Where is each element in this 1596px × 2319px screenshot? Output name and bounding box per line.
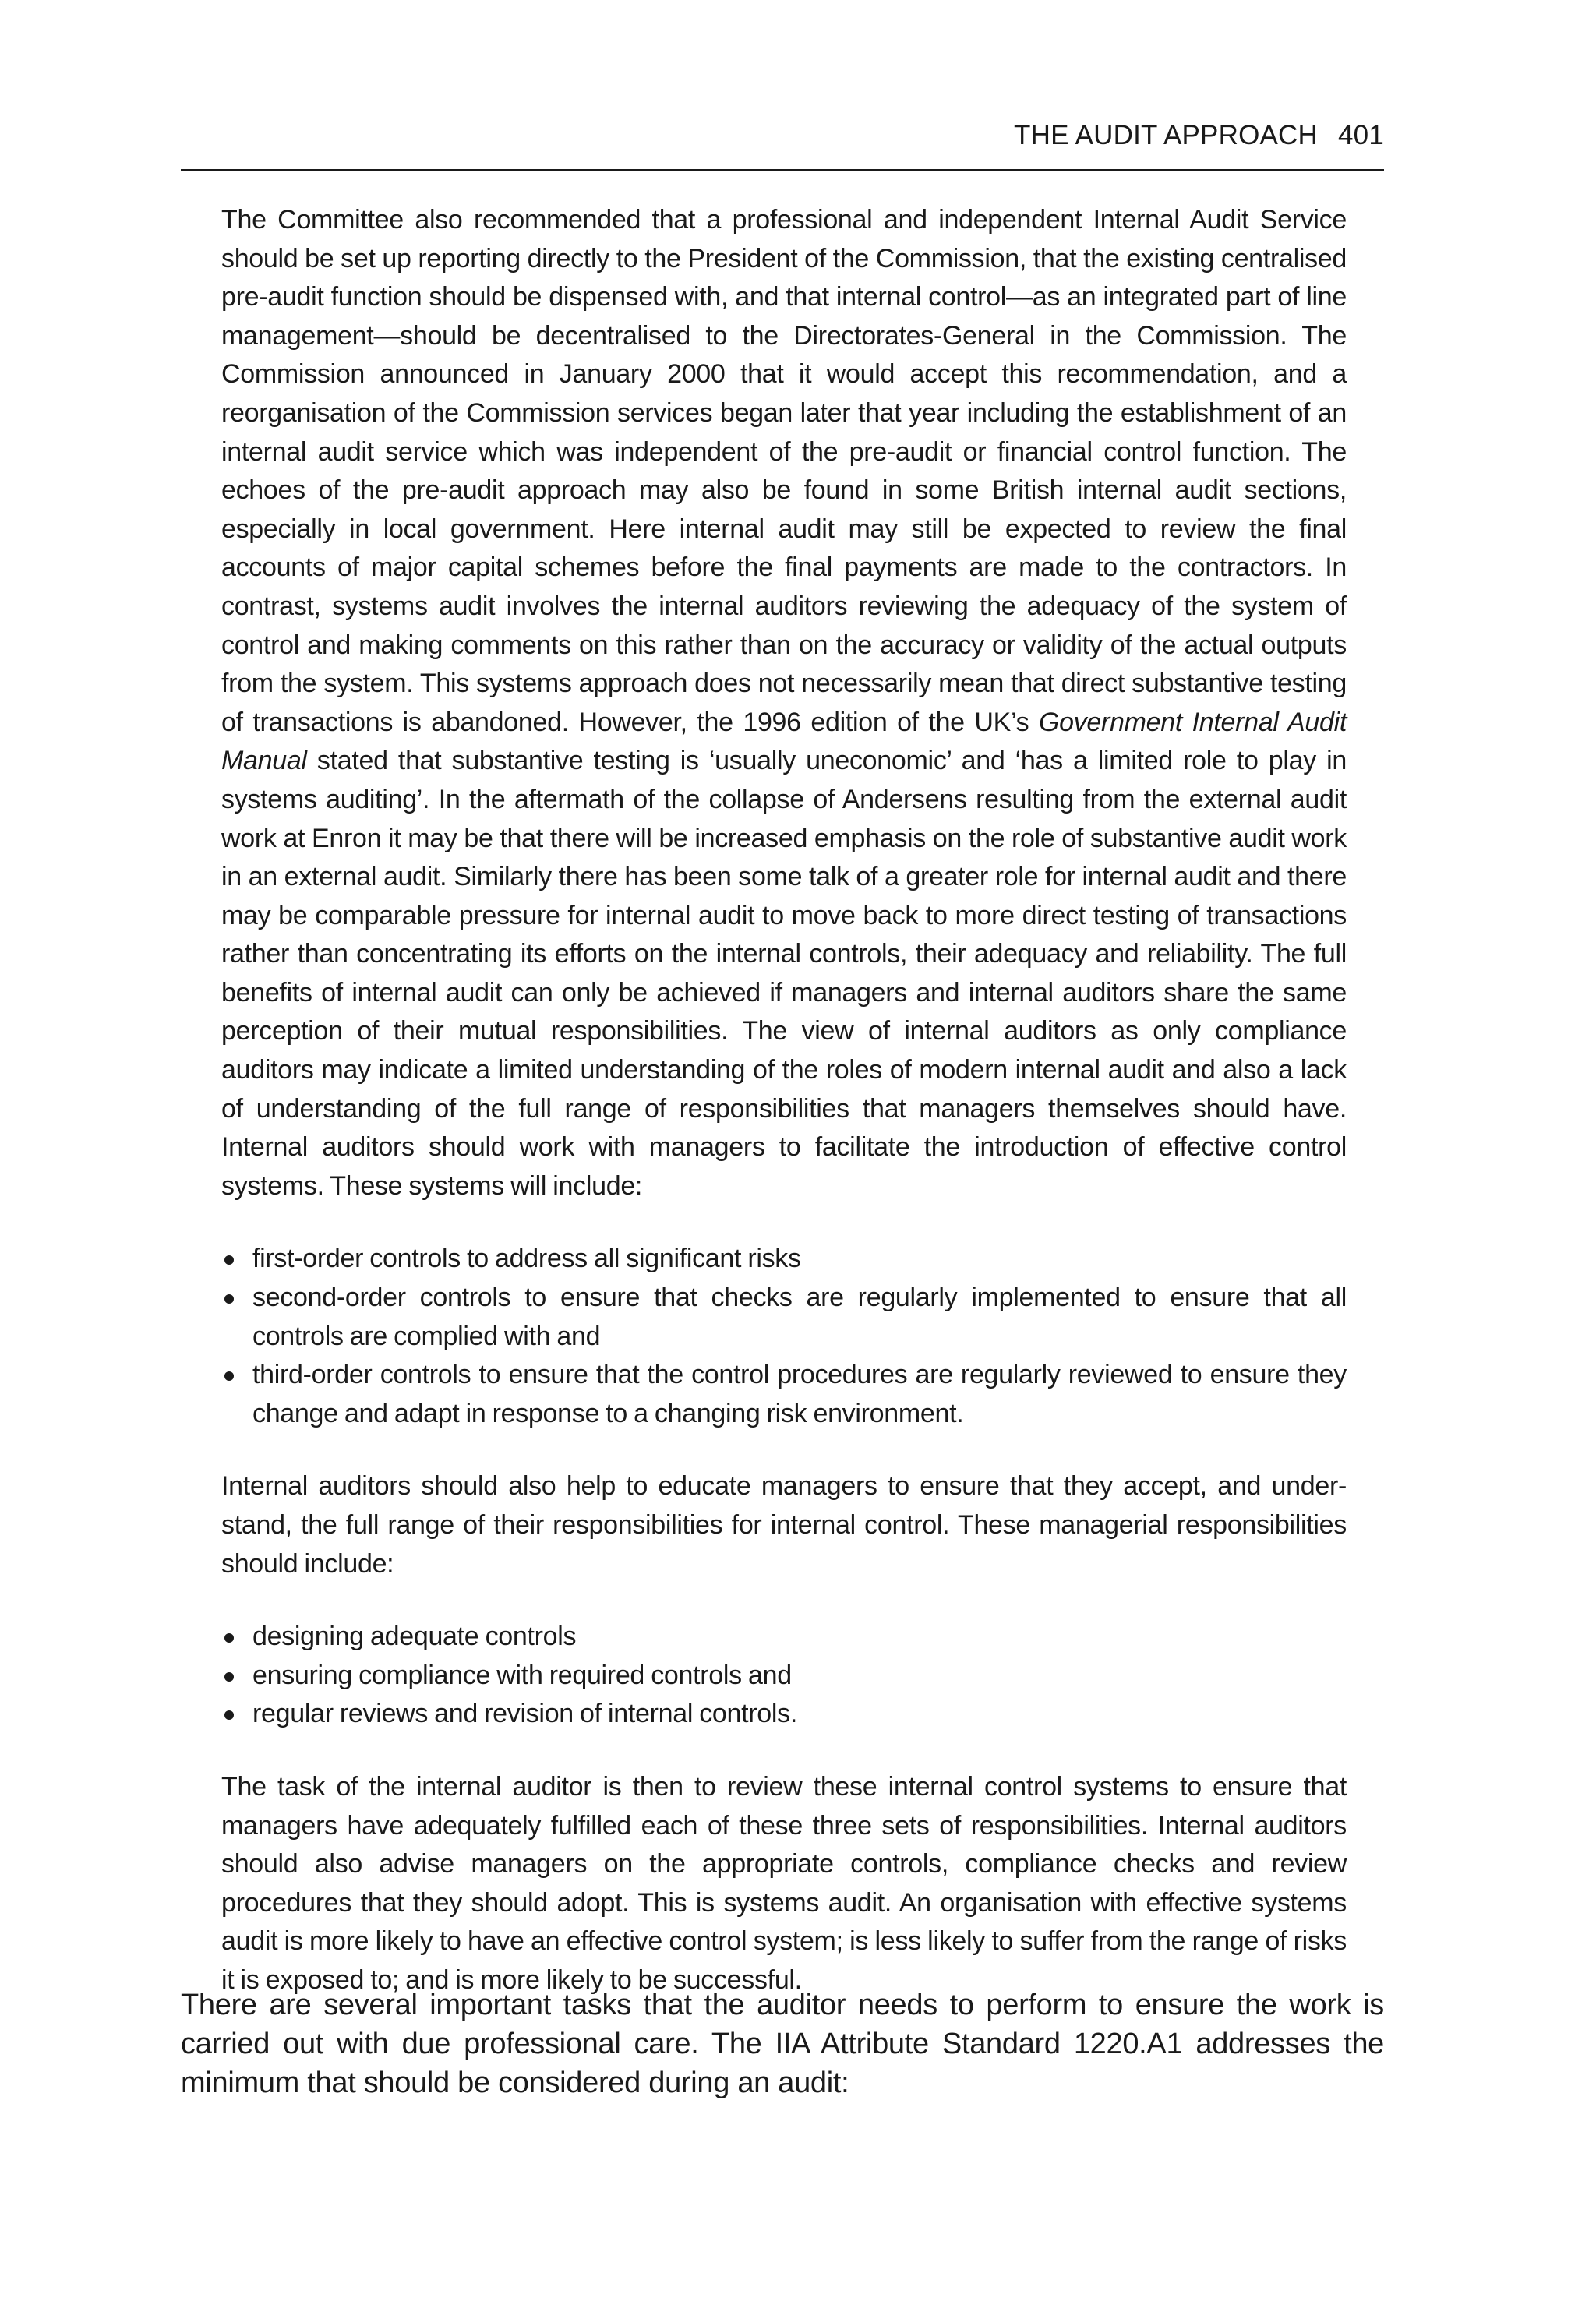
quote-paragraph-3: The task of the internal auditor is then to review these internal control systems to ensure that managers have adequately fulfilled each of these three sets of responsibilities. Internal auditors should also advise managers on the appropriate controls, compliance checks and review procedures that they should adopt. This is systems audit. An organisation with effective systems audit is more likely to have an effective control system; is less likely to suffer from the range of risks it is exposed to; and is more likely to be successful. (221, 1771, 1347, 1995)
list-item: regular reviews and revision of internal controls. (221, 1695, 1347, 1734)
managerial-responsibilities-list (221, 1618, 1347, 1734)
manual-title-italic: Government Internal Audit Manual (221, 707, 1347, 776)
list-item: first-order controls to address all significant risks (221, 1240, 1347, 1279)
page-number: 401 (1338, 120, 1384, 150)
page-header (181, 117, 1384, 171)
quote-paragraph-1-text-a: The Committee also recommended that a professional and independent Internal Audit Service should be set up reporting directly to the President of the Commission, that the existing centralised pre-audit function should be dispensed with, and that internal control—as an integrated part of line management—should be decentralised to the Directorates-General in the Commission. The Commission announced in January 2000 that it would accept this recommendation, and a reorganisation of the Commission services began later that year including the establishment of an internal audit service which was independent of the pre-audit or financial control function. The echoes of the pre-audit approach may also be found in some British internal audit sections, especially in local government. Here internal audit may still be expected to review the final accounts of major capital schemes before the final payments are made to the contractors. In contrast, systems audit involves the internal auditors reviewing the adequacy of the system of control and making comments on this rather than on the accuracy or validity of the actual outputs from the system. This systems approach does not necessarily mean that direct substantive testing of transactions is abandoned. However, the 1996 edition of the UK’s (221, 205, 1347, 737)
quote-paragraph-1 (221, 201, 1347, 1205)
list-item: second-order controls to ensure that checks are regularly implemented to ensure that all controls are complied with and (221, 1279, 1347, 1356)
list-item: ensuring compliance with required controls and (221, 1657, 1347, 1696)
body-paragraph: There are several important tasks that the auditor needs to perform to ensure the work is carried out with due professional care. The IIA Attribute Standard 1220.A1 addresses the minimum that should be considered during an audit: (181, 1989, 1384, 2099)
quote-paragraph-1-text-b: stated that substantive testing is ‘usually uneconomic’ and ‘has a limited role to play in systems auditing’. In the aftermath of the collapse of Andersens resulting from the external audit work at Enron it may be that there will be increased emphasis on the role of substantive audit work in an external audit. Similarly there has been some talk of a greater role for internal audit and there may be comparable pressure for internal audit to move back to more direct testing of transactions rather than concentrating its efforts on the internal controls, their adequacy and reliability. The full benefits of internal audit can only be achieved if managers and internal auditors share the same perception of their mutual responsibilities. The view of internal auditors as only compliance auditors may indicate a limited understanding of the roles of modern internal audit and also a lack of understanding of the full range of responsibilities that managers themselves should have. Internal auditors should work with managers to facilitate the introduction of effective control systems. These systems will include: (221, 746, 1347, 1201)
quoted-extract (221, 201, 1347, 2000)
list-item: third-order controls to ensure that the control procedures are regularly reviewed to ensure they change and adapt in response to a changing risk environment. (221, 1356, 1347, 1433)
quote-paragraph-2: Internal auditors should also help to educate managers to ensure that they accept, and under-stand, the full range of their responsibilities for internal control. These managerial responsibilities should include: (221, 1471, 1347, 1579)
running-title: THE AUDIT APPROACH (1014, 120, 1318, 150)
control-systems-list (221, 1240, 1347, 1433)
running-head (1014, 120, 1384, 151)
list-item: designing adequate controls (221, 1618, 1347, 1657)
